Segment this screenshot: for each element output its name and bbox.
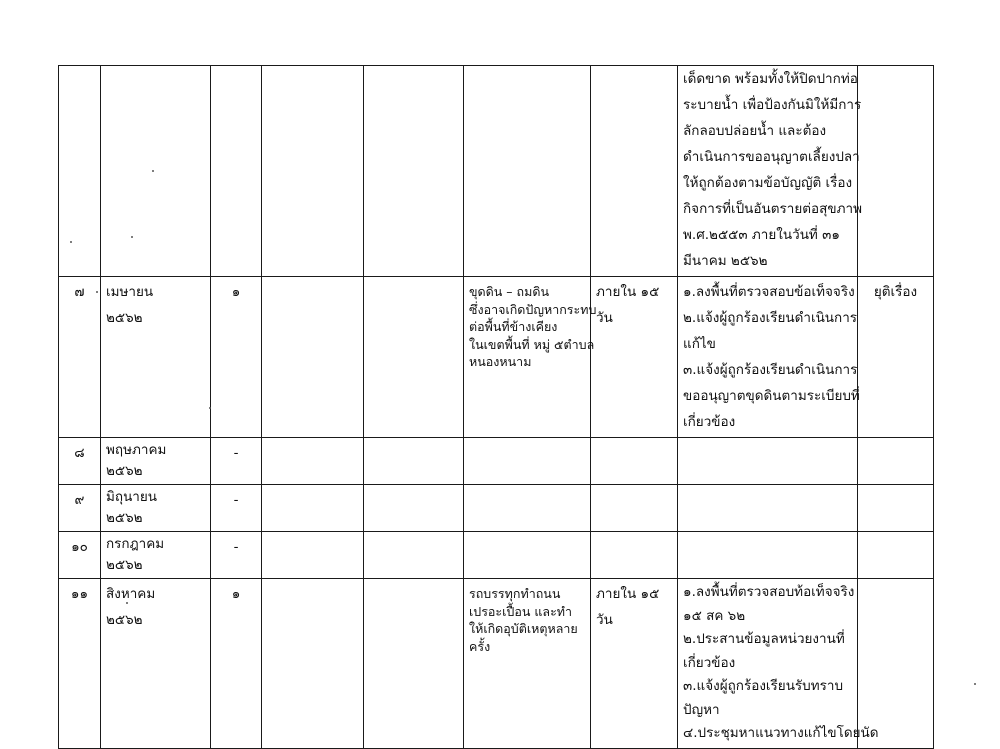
complaint-table (58, 65, 934, 749)
cell-duration: ภายใน ๑๕ วัน (591, 579, 678, 749)
cell-month: พฤษภาคม ๒๕๖๒ (101, 438, 211, 485)
cell-count: - (211, 532, 262, 579)
scan-speck (209, 407, 211, 409)
cell-count: - (211, 485, 262, 532)
cell-result (858, 66, 934, 277)
table-row-10 (59, 532, 934, 579)
cell-issue (464, 66, 591, 277)
scan-speck (96, 291, 98, 293)
scan-speck (152, 170, 154, 172)
cell-steps: ๑.ลงพื้นที่ตรวจสอบท้อเท็จจริง ๑๕ สค ๖๒ ๒.ประสานข้อมูลหน่วยงานที่ เกี่ยวข้อง ๓.แจ้งผู้ถูกร้องเรียนรับทราบ ปัญหา ๔.ประชุมหาแนวทางแก้ไขโดยนัด (678, 579, 858, 749)
cell-count: ๑ (211, 579, 262, 749)
cell-no: ๗ (59, 277, 101, 438)
cell-no (59, 66, 101, 277)
cell-month: เมษายน ๒๕๖๒ (101, 277, 211, 438)
table-row-9 (59, 485, 934, 532)
table-row-7 (59, 277, 934, 438)
cell-month: กรกฎาคม ๒๕๖๒ (101, 532, 211, 579)
cell-count (211, 66, 262, 277)
cell-no: ๑๑ (59, 579, 101, 749)
cell-no: ๙ (59, 485, 101, 532)
cell-no: ๑๐ (59, 532, 101, 579)
table-row-continued (59, 66, 934, 277)
cell-month: มิถุนายน ๒๕๖๒ (101, 485, 211, 532)
cell-issue: ขุดดิน – ถมดิน ซึ่งอาจเกิดปัญหากระทบ ต่อพื้นที่ข้างเคียง ในเขตพื้นที่ หมู่ ๕ตำบล หนองหนาม (464, 277, 591, 438)
cell-month (101, 66, 211, 277)
cell-count: ๑ (211, 277, 262, 438)
scan-speck (126, 602, 128, 604)
cell-result: ยุติเรื่อง (858, 277, 934, 438)
cell-issue: รถบรรทุกทำถนน เปรอะเปื้อน และทำ ให้เกิดอุบัติเหตุหลาย ครั้ง (464, 579, 591, 749)
cell-duration: ภายใน ๑๕ วัน (591, 277, 678, 438)
scan-speck (974, 683, 976, 685)
cell-steps: เด็ดขาด พร้อมทั้งให้ปิดปากท่อ ระบายน้ำ เพื่อป้องกันมิให้มีการ ลักลอบปล่อยน้ำ และต้อง ดำเนินการขออนุญาตเลี้ยงปลา ให้ถูกต้องตามข้อบัญญัติ เรื่อง กิจการที่เป็นอันตรายต่อสุขภาพ พ.ศ.๒๕๕๓ ภายในวันที่ ๓๑ มีนาคม ๒๕๖๒ (678, 66, 858, 277)
scan-speck (70, 241, 72, 243)
cell-month: สิงหาคม ๒๕๖๒ (101, 579, 211, 749)
table-row-11 (59, 579, 934, 749)
cell-no: ๘ (59, 438, 101, 485)
table-row-8 (59, 438, 934, 485)
cell-count: - (211, 438, 262, 485)
cell-result (858, 579, 934, 749)
cell-duration (591, 66, 678, 277)
scan-speck (131, 236, 133, 238)
cell-steps: ๑.ลงพื้นที่ตรวจสอบข้อเท็จจริง ๒.แจ้งผู้ถูกร้องเรียนดำเนินการ แก้ไข ๓.แจ้งผู้ถูกร้องเรียนดำเนินการ ขออนุญาตขุดดินตามระเบียบที่ เกี่ยวข้อง (678, 277, 858, 438)
